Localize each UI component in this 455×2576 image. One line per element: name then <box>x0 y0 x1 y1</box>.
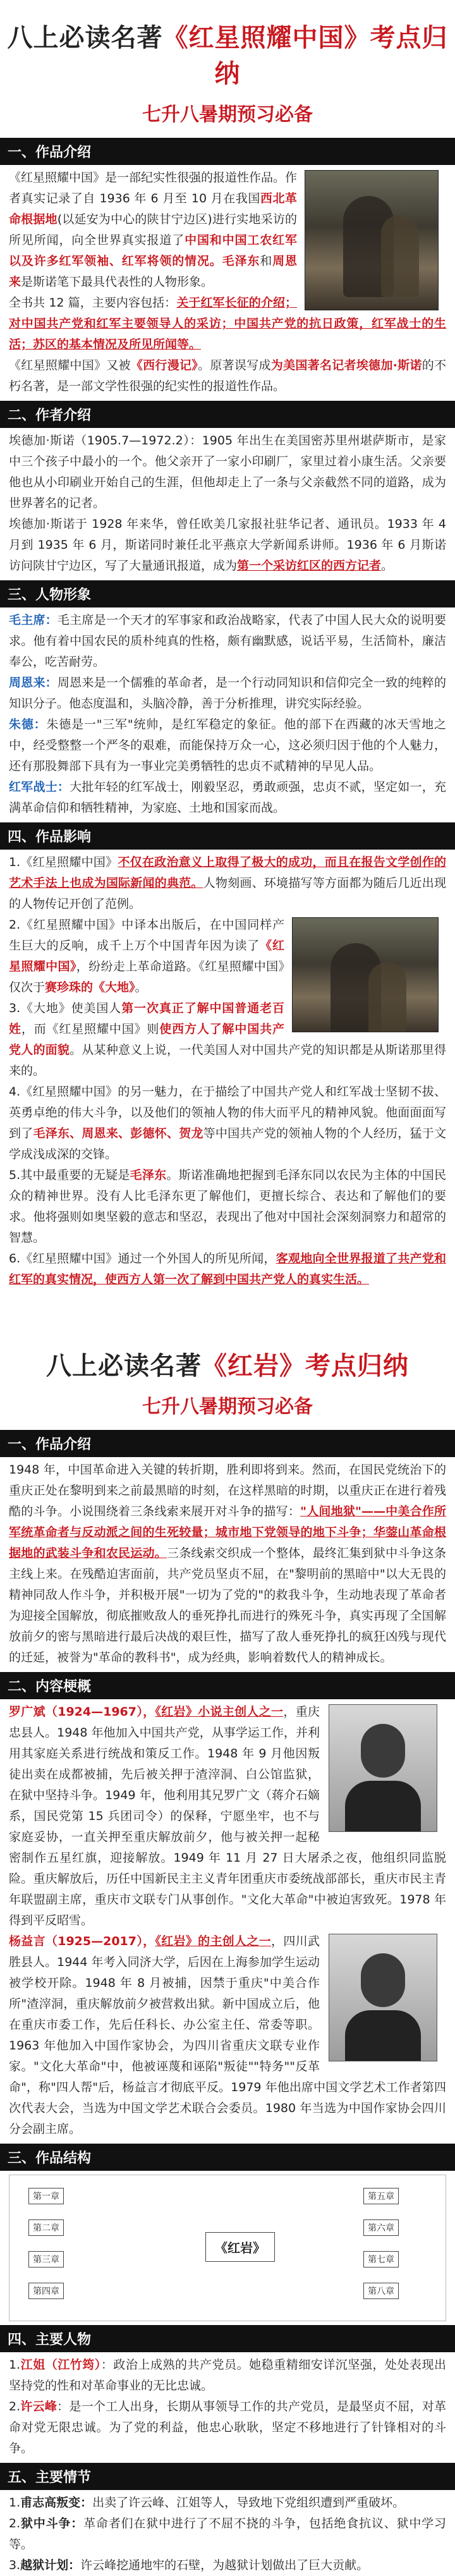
book-cover-image <box>305 170 439 310</box>
text: 。 <box>135 980 147 994</box>
text: 埃德加·斯诺（1905.7—1972.2）：1905 年出生在美国密苏里州堪萨斯市，是家中三个孩子中最小的一个。他父亲开了一家小印刷厂，家里过着小康生活。父亲要他也从小印刷业开始自己的生涯，但他却走上了一条与父亲截然不同的道路，成为世界著名的记者。 <box>9 434 446 510</box>
diagram-node: 第五章 <box>363 2188 399 2204</box>
text: 5.其中最重要的无疑是 <box>9 1168 130 1182</box>
doc1-sec4-body <box>0 852 455 1290</box>
text-red: 《西行漫记》 <box>130 358 198 372</box>
label-mao: 毛主席： <box>9 613 58 627</box>
text-bold: 甫志高叛变： <box>20 2496 93 2510</box>
text: 1948 年，中国革命进入关键的转折期，胜利即将到来。然而，在国民党统治下的重庆正处在黎明到来之前最黑暗的时刻，在这样黑暗的时期，以重庆正在进行着残酷的斗争。小说围绕着三条线索来展开对斗争的描写： <box>9 1463 446 1518</box>
text: 《红星照耀中国》又被 <box>9 358 131 372</box>
doc1-sec1-bar: 一、作品介绍 <box>0 138 455 165</box>
text-red: "人间地狱"——中美合作所军统革命者与反动派之间的生死较量；城市地下党领导的地下斗争；华蓥山革命根据地的武装斗争和农民运动。 <box>9 1505 446 1560</box>
text-red: 使西方人了解中国共产党人的面貌 <box>9 1022 284 1057</box>
text: ：政治上成熟的共产党员。她稳重精细安详沉坚强，处处表现出坚持党的性和对革命事业的无比忠诚。 <box>9 2358 446 2393</box>
doc2-sec3-bar: 三、作品结构 <box>0 2144 455 2171</box>
text: 《红星照耀中国》是一部纪实性很强的报道性作品。作者真实记录了自 1936 年 6 月至 10 月在我国 <box>9 171 298 205</box>
text: 人物刻画、环境描写等方面都为随后几近出现的人物传记开创了范例。 <box>9 876 446 911</box>
text: 3.《大地》使美国人 <box>9 1001 122 1015</box>
diagram-center-node: 《红岩》 <box>205 2232 275 2262</box>
text: 大批年轻的红军战士，刚毅坚忍，勇敢顽强，忠贞不贰，坚定如一，充满革命信仰和牺牲精神，为家庭、土地和国家而战。 <box>9 780 446 815</box>
portrait-luo-guangbin <box>329 1704 437 1832</box>
text: 1. <box>9 2358 21 2372</box>
label-red-army: 红军战士： <box>9 780 70 794</box>
text: 。原著误写成 <box>198 358 271 372</box>
text-red: 关于红军长征的介绍；对中国共产党和红军主要领导人的采访；中国共产党的抗日政策，红军战士的生活；苏区的基本情况及所见所闻等。 <box>9 296 446 351</box>
doc2-sec4-body <box>0 2355 455 2459</box>
text: 出卖了许云峰、江姐等人，导致地下党组织遭到严重破坏。 <box>92 2496 405 2510</box>
diagram-node: 第四章 <box>28 2283 64 2299</box>
text-red: 毛泽东、周恩来、彭德怀、贺龙 <box>33 1126 203 1140</box>
text: ：是一个工人出身，长期从事领导工作的共产党员，是最坚贞不屈，对革命对党无限忠诚。为了党的利益，他忠心耿耿，坚定不移地进行了针锋相对的斗争。 <box>9 2400 446 2455</box>
doc1-title <box>0 0 455 95</box>
text: 朱德是一"三军"统帅，是红军稳定的象征。他的部下在西藏的冰天雪地之中，经受整整一个严冬的艰难，而能保持万众一心，这必须归因于他的个人魅力，还有那股舞部下具有为一事业完美勇牺牲的忠贞不贰精神的早见人品。 <box>9 717 446 773</box>
text: 。 <box>381 559 394 573</box>
doc2-sec1-bar: 一、作品介绍 <box>0 1430 455 1457</box>
text-bold: 越狱计划： <box>20 2558 81 2572</box>
portrait-yang-yiyan <box>329 1934 437 2061</box>
text-red: 第一个采访红区的西方记者 <box>237 559 382 573</box>
text: 革命者们在狱中进行了不屈不挠的斗争，包括绝食抗议、狱中学习等。 <box>9 2517 446 2551</box>
text: 和 <box>260 254 273 268</box>
text-red: 罗广斌（1924—1967）， <box>9 1705 155 1719</box>
text-red: 西北革命根据地 <box>9 192 297 226</box>
text-red: 中国和中国工农红军以及许多红军领袖、红军将领的情况。毛泽东 <box>9 233 297 268</box>
section-divider <box>0 1290 455 1328</box>
doc1-title-book: 《红星照耀中国》 <box>162 23 370 52</box>
photo-red-army <box>292 917 439 1032</box>
text: 6.《红星照耀中国》通过一个外国人的所见所闻， <box>9 1252 276 1266</box>
text: 是斯诺笔下最具代表性的人物形象。 <box>21 275 214 289</box>
text: ，重庆忠县人。1948 年他加入中国共产党，从事学运工作，并利用其家庭关系进行统战和策反工作。1948 年 9 月他因叛徒出卖在成都被捕，先后被关押于渣滓洞、白公馆监狱，在狱中坚持斗争。1949 年，他利用其兄罗广文（蒋介石嫡系，国民党第 15 兵团司令）的保释，宁愿坐牢，也不与家庭妥协，一直关押至重庆解放前夕，他与被关押一起秘密制作五星红旗，迎接解放。1949 年 11 月 27 日大屠杀之夜，他组织同监脱险。重庆解放后，历任中国新民主主义青年团重庆市委统战部部长，重庆市民主青年联盟副主席，重庆市文联专门从事创作。"文化大革命"中被迫害致死。1978 年得到平反昭雪。 <box>9 1705 446 1927</box>
text-red: 客观地向全世界报道了共产党和红军的真实情况，使西方人第一次了解到中国共产党人的真实生活。 <box>9 1252 446 1286</box>
doc2-subtitle: 七升八暑期预习必备 <box>142 1396 313 1418</box>
doc1-sec3-bar: 三、人物形象 <box>0 580 455 607</box>
doc2-sec2-body <box>0 1702 455 2140</box>
doc1-sec3-body <box>0 610 455 819</box>
text-red: 杨益言（1925—2017）， <box>9 1934 155 1948</box>
diagram-node: 第七章 <box>363 2251 399 2268</box>
text-red: 《红岩》小说主创人之一 <box>155 1705 284 1719</box>
doc1-sec1-body <box>0 168 455 397</box>
text: 。斯诺准确地把握到毛泽东同以农民为主体的中国民众的精神世界。没有人比毛泽东更了解他们，更擅长综合、表达和了解他们的要求。他将强则如奥坚毅的意志和坚忍，表现出了他对中国社会深刻洞察力和超常的智慧。 <box>9 1168 446 1245</box>
diagram-node: 第八章 <box>363 2283 399 2299</box>
doc2-sec1-body <box>0 1460 455 1668</box>
text: 的不朽名著，是一部文学性很强的纪实性的报道性作品。 <box>9 358 446 393</box>
text: ，纷纷走上革命道路。《红星照耀中国》仅次于 <box>9 960 284 994</box>
text-red: 毛泽东 <box>130 1168 167 1182</box>
text-bold: 狱中斗争： <box>20 2517 84 2530</box>
doc1-title-pre: 八上必读名著 <box>7 23 163 52</box>
doc1-title-post: 考点归纳 <box>214 23 448 89</box>
label-zhu: 朱德： <box>9 717 47 731</box>
label-zhou: 周恩来： <box>9 676 58 690</box>
text-red: 许云峰 <box>20 2400 58 2414</box>
text: 1.《红星照耀中国》 <box>9 855 118 869</box>
text: 毛主席是一个天才的军事家和政治战略家，代表了中国人民大众的说明要求。他有着中国农民的质朴纯真的性格，颇有幽默感，说话平易，生活简朴，廉洁奉公，吃苦耐劳。 <box>9 613 446 669</box>
text: 埃德加·斯诺于 1928 年来华，曾任欧美几家报社驻华记者、通讯员。1933 年 4 月到 1935 年 6 月，斯诺同时兼任北平燕京大学新闻系讲师。1936 年 6 月斯诺访问陕甘宁边区，写了大量通讯报道，成为 <box>9 517 446 573</box>
text-red: 《红星照耀中国》 <box>9 939 284 974</box>
diagram-node: 第二章 <box>28 2219 64 2236</box>
text: 4.《红星照耀中国》的另一魅力，在于描绘了中国共产党人和红军战士坚韧不拔、英勇卓绝的伟大斗争，以及他们的领袖人物的伟大而平凡的精神风貌。他面面面写到了 <box>9 1085 446 1140</box>
text: 2. <box>9 2517 21 2530</box>
text-red: 不仅在政治意义上取得了极大的成功，而且在报告文学创作的艺术手法上也成为国际新闻的典范。 <box>9 855 446 890</box>
doc2-sec5-bar: 五、主要情节 <box>0 2463 455 2490</box>
doc2-sec5-body <box>0 2493 455 2576</box>
doc2-title-book: 《红岩》 <box>202 1351 305 1381</box>
text: 2. <box>9 2400 21 2414</box>
text: 。从某种意义上说，一代美国人对中国共产党的知识都是从斯诺那里得来的。 <box>9 1043 446 1078</box>
text: 许云峰挖通地牢的石壁，为越狱计划做出了巨大贡献。 <box>80 2558 369 2572</box>
text: 周恩来是一个儒雅的革命者，是一个行动同知识和信仰完全一致的纯粹的知识分子。他态度温和，头脑冷静，善于分析推理，讲究实际经验。 <box>9 676 446 711</box>
text-red: 第一次真正了解中国普通老百姓 <box>9 1001 284 1036</box>
doc1-sec2-body <box>0 430 455 577</box>
text: 2.《红星照耀中国》中译本出版后，在中国同样产生巨大的反响，成千上万个中国青年因为读了 <box>9 918 284 953</box>
text: ，而《红星照耀中国》则 <box>21 1022 160 1036</box>
text: 三条线索交织成一个整体，最终汇集到狱中斗争这条主线上来。在残酷迫害面前，共产党员坚贞不屈，在"黎明前的黑暗中"以大无畏的精神同敌人作斗争，并积极开展"一切为了党的"的救我斗争，生动地表现了革命者为迎接全国解放，彻底摧败敌人的垂死挣扎而进行的殊死斗争，真实再现了全国解放前夕的密与黑暗进行最后决战的艰巨性，描写了敌人垂死挣扎的疯狂凶残与现代的迁延，被誉为"革命的教科书"，成为经典，影响着数代人的精神成长。 <box>9 1546 446 1664</box>
text-red: 江姐（江竹筠） <box>20 2358 101 2372</box>
text: ，四川武胜县人。1944 年考入同济大学，后因在上海参加学生运动被学校开除。1948 年 8 月被捕，因禁于重庆"中美合作所"渣滓洞，重庆解放前夕被营救出狱。新中国成立后，他在重庆市委工作，先后任科长、办公室主任、常委等职。1963 年他加入中国作家协会，为四川省重庆文联专业作家。"文化大革命"中，他被诬蔑和诬陷"叛徒""特务""反革命"，称"四人帮"后，杨益言才彻底平反。1979 年他出席中国文学艺术工作者第四次代表大会，当选为中国文学艺术联合会委员。1980 年当选为中国作家协会四川分会副主席。 <box>9 1934 446 2136</box>
doc2-title-post: 考点归纳 <box>305 1351 409 1381</box>
structure-diagram <box>9 2175 446 2321</box>
text-red: 周恩来 <box>9 254 297 289</box>
text: 1. <box>9 2496 21 2510</box>
diagram-node: 第三章 <box>28 2251 64 2268</box>
text-red: 为美国著名记者埃德加·斯诺 <box>270 358 422 372</box>
text: (以延安为中心的陕甘宁边区)进行实地采访的所见所闻，向全世界真实报道了 <box>9 212 297 247</box>
text: 3. <box>9 2558 21 2572</box>
doc2-title-pre: 八上必读名著 <box>46 1351 202 1381</box>
text-red: 赛珍珠的《大地》 <box>45 980 135 994</box>
text-red: 《红岩》的主创人之一 <box>155 1934 272 1948</box>
diagram-node: 第六章 <box>363 2219 399 2236</box>
doc2-sec2-bar: 二、内容梗概 <box>0 1672 455 1699</box>
doc1-subtitle: 七升八暑期预习必备 <box>142 104 313 126</box>
doc1-sec2-bar: 二、作者介绍 <box>0 401 455 428</box>
text: 等中国共产党的领袖人物的个人经历，猛于文学成浅成深的交锋。 <box>9 1126 446 1161</box>
text: 全书共 12 篇，主要内容包括： <box>9 296 177 310</box>
diagram-node: 第一章 <box>28 2188 64 2204</box>
doc2-title <box>0 1328 455 1387</box>
doc2-sec4-bar: 四、主要人物 <box>0 2325 455 2352</box>
doc1-sec4-bar: 四、作品影响 <box>0 822 455 850</box>
